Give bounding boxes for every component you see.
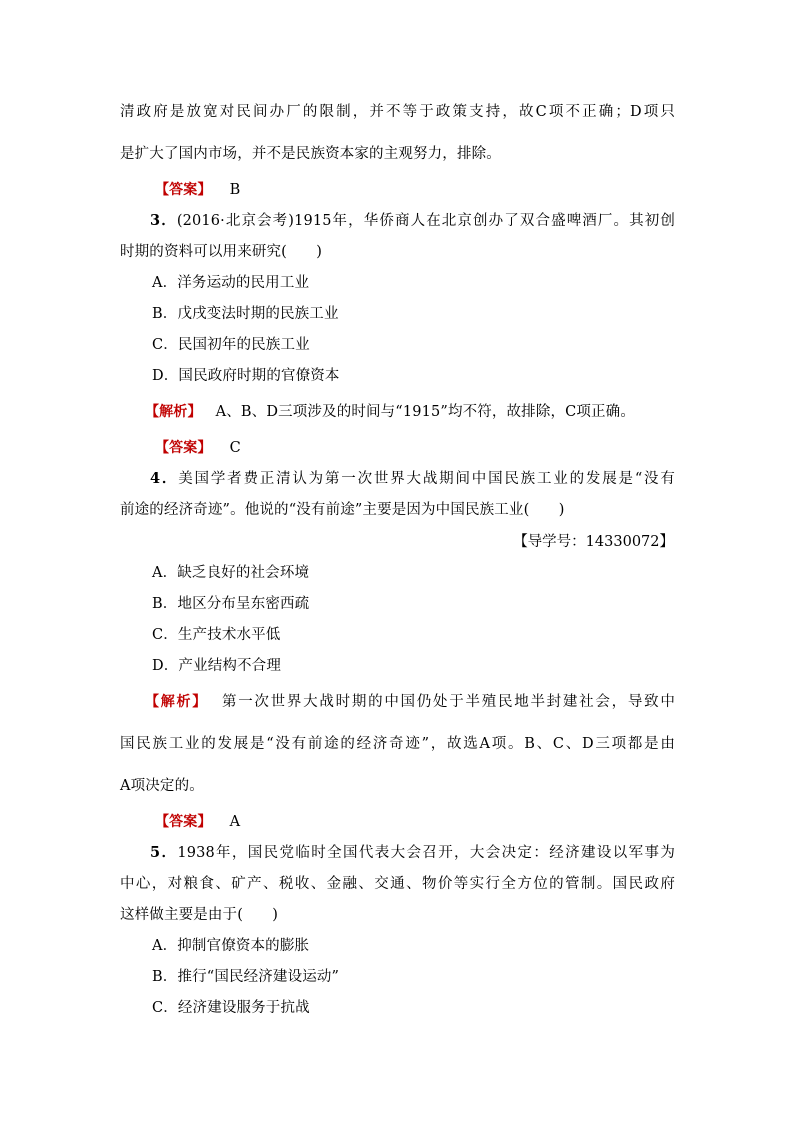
question-number: 3．	[150, 212, 177, 229]
question-4-option-c: C．生产技术水平低	[152, 627, 281, 643]
question-text: 1938年，国民党临时全国代表大会召开，大会决定：经济建设以军事为	[177, 845, 675, 861]
question-number: 5．	[150, 844, 178, 861]
explanation-4-line-1	[145, 692, 675, 712]
answer-value: C	[229, 440, 241, 456]
question-4-line-1	[150, 469, 675, 489]
explanation-text: A、B、D三项涉及的时间与“1915”均不符，故排除，C项正确。	[215, 404, 635, 420]
question-3-option-c: C．民国初年的民族工业	[152, 337, 310, 353]
guide-number-reference: 【导学号：14330072】	[513, 534, 674, 550]
question-text: (2016·北京会考)1915年，华侨商人在北京创办了双合盛啤酒厂。其初创	[176, 213, 675, 229]
question-3-option-d: D．国民政府时期的官僚资本	[152, 368, 340, 384]
question-4-option-d: D．产业结构不合理	[152, 658, 281, 674]
answer-2	[155, 180, 675, 200]
question-text: 美国学者费正清认为第一次世界大战期间中国民族工业的发展是“没有	[178, 471, 676, 487]
answer-tag: 【答案】	[155, 182, 212, 198]
question-3-option-b: B．戊戌变法时期的民族工业	[152, 306, 339, 322]
question-number: 4．	[150, 470, 179, 487]
explanation-tag: 【解析】	[145, 404, 202, 420]
question-5-option-a: A．抑制官僚资本的膨胀	[152, 938, 310, 954]
answer-3	[155, 438, 675, 458]
question-5-line-2: 中心，对粮食、矿产、税收、金融、交通、物价等实行全方位的管制。国民政府	[120, 876, 675, 892]
explanation-2-line-1: 清政府是放宽对民间办厂的限制，并不等于政策支持，故C项不正确；D项只	[120, 104, 675, 120]
answer-tag: 【答案】	[155, 440, 212, 456]
answer-value: B	[229, 182, 241, 198]
answer-4	[155, 812, 675, 832]
answer-value: A	[229, 814, 241, 830]
explanation-3	[145, 402, 665, 422]
question-5-option-c: C．经济建设服务于抗战	[152, 1000, 310, 1016]
question-3-line-2: 时期的资料可以用来研究( )	[120, 244, 323, 260]
explanation-4-line-2: 国民族工业的发展是“没有前途的经济奇迹”，故选A项。B、C、D三项都是由	[120, 736, 675, 752]
question-3-option-a: A．洋务运动的民用工业	[152, 275, 310, 291]
question-4-line-2: 前途的经济奇迹”。他说的“没有前途”主要是因为中国民族工业( )	[120, 502, 565, 518]
explanation-text: 第一次世界大战时期的中国仍处于半殖民地半封建社会，导致中	[221, 694, 675, 710]
question-5-option-b: B．推行“国民经济建设运动”	[152, 969, 340, 985]
question-5-line-1	[150, 843, 675, 863]
explanation-4-line-3: A项决定的。	[120, 778, 204, 794]
question-5-line-3: 这样做主要是由于( )	[120, 907, 279, 923]
question-3-line-1	[150, 211, 675, 231]
question-4-option-b: B．地区分布呈东密西疏	[152, 596, 310, 612]
explanation-tag: 【解析】	[145, 694, 208, 710]
answer-tag: 【答案】	[155, 814, 212, 830]
question-4-option-a: A．缺乏良好的社会环境	[152, 565, 310, 581]
explanation-2-line-2: 是扩大了国内市场，并不是民族资本家的主观努力，排除。	[120, 146, 501, 162]
